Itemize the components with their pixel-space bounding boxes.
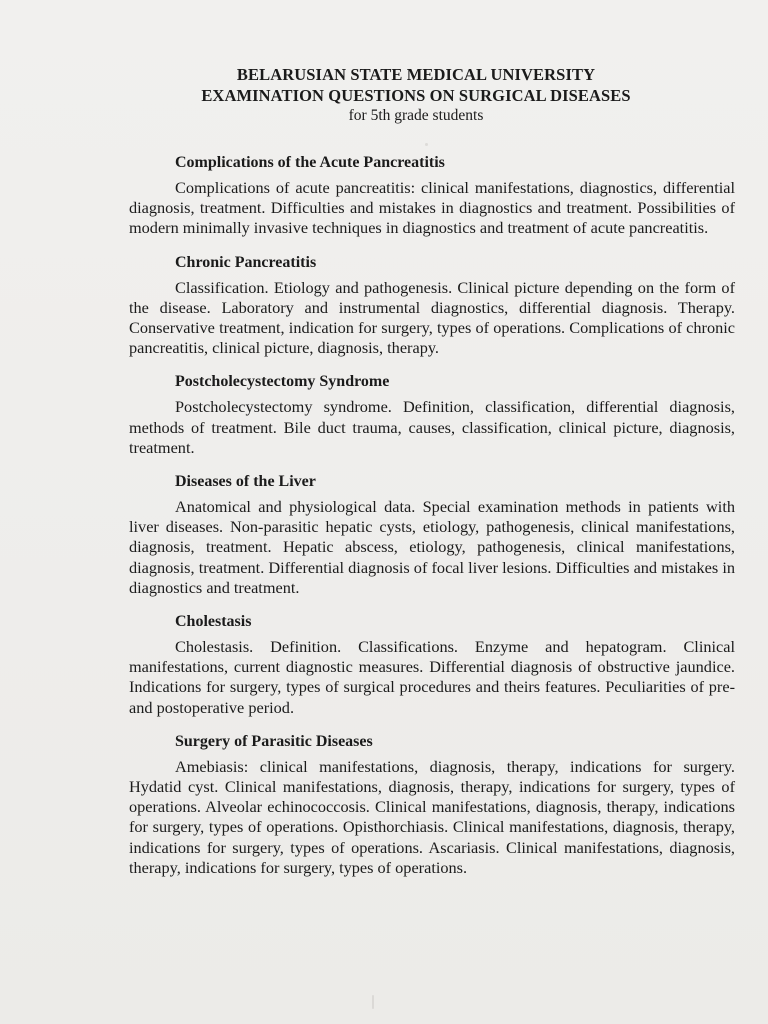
section-body: Classification. Etiology and pathogenesis. Clinical picture depending on the form of the disease. Laboratory and instrumental diagnostics, differential diagnosis. Therapy. Conservative treatment, indication for surgery, types of operations. Complications of chronic pancreatitis, clinical picture, diagnosis, therapy. bbox=[129, 277, 735, 358]
section-body: Cholestasis. Definition. Classifications. Enzyme and hepatogram. Clinical manifestations, current diagnostic measures. Differential diagnosis of obstructive jaundice. Indications for surgery, types of surgical procedures and theirs features. Peculiarities of pre- and postoperative period. bbox=[129, 637, 735, 717]
section-body: Amebiasis: clinical manifestations, diagnosis, therapy, indications for surgery. Hydatid cyst. Clinical manifestations, diagnosis, therapy, indications for surgery, types of operations. Alveolar echinococcosis. Clinical manifestations, diagnosis, therapy, indications for surgery, types of operations. Opisthorchiasis. Clinical manifestations, diagnosis, therapy, indications for surgery, types of operations. Ascariasis. Clinical manifestations, diagnosis, therapy, indications for surgery, types of operations. bbox=[129, 756, 735, 877]
section-acute-pancreatitis-complications bbox=[129, 152, 735, 239]
paper-speck bbox=[425, 143, 428, 146]
section-chronic-pancreatitis bbox=[129, 252, 735, 359]
section-body: Complications of acute pancreatitis: clinical manifestations, diagnostics, differential diagnosis, treatment. Difficulties and mistakes in diagnostics and treatment. Possibilities of modern minimally invasive techniques in diagnostics and treatment of acute pancreatitis. bbox=[129, 178, 735, 238]
section-diseases-of-the-liver bbox=[129, 471, 735, 598]
section-body: Anatomical and physiological data. Special examination methods in patients with liver diseases. Non-parasitic hepatic cysts, etiology, pathogenesis, clinical manifestations, diagnosis, treatment. Hepatic abscess, etiology, pathogenesis, clinical manifestations, diagnosis, treatment. Differential diagnosis of focal liver lesions. Difficulties and mistakes in diagnostics and treatment. bbox=[129, 497, 735, 597]
section-parasitic-diseases bbox=[129, 731, 735, 878]
paper-speck bbox=[372, 995, 374, 1009]
document-body bbox=[129, 152, 735, 891]
section-postcholecystectomy-syndrome bbox=[129, 371, 735, 458]
document-subtitle: for 5th grade students bbox=[348, 107, 484, 124]
section-title: Surgery of Parasitic Diseases bbox=[175, 732, 373, 750]
section-body: Postcholecystectomy syndrome. Definition, classification, differential diagnosis, methods of treatment. Bile duct trauma, causes, classification, clinical picture, diagnosis, treatment. bbox=[129, 397, 735, 457]
university-name: BELARUSIAN STATE MEDICAL UNIVERSITY bbox=[236, 65, 596, 84]
section-title: Postcholecystectomy Syndrome bbox=[175, 373, 390, 391]
document-header bbox=[0, 64, 768, 126]
section-title: Complications of the Acute Pancreatitis bbox=[175, 154, 445, 171]
document-title: EXAMINATION QUESTIONS ON SURGICAL DISEASES bbox=[201, 86, 631, 105]
section-cholestasis bbox=[129, 611, 735, 718]
section-title: Diseases of the Liver bbox=[175, 473, 316, 491]
section-title: Chronic Pancreatitis bbox=[175, 253, 317, 271]
section-title: Cholestasis bbox=[175, 613, 252, 631]
